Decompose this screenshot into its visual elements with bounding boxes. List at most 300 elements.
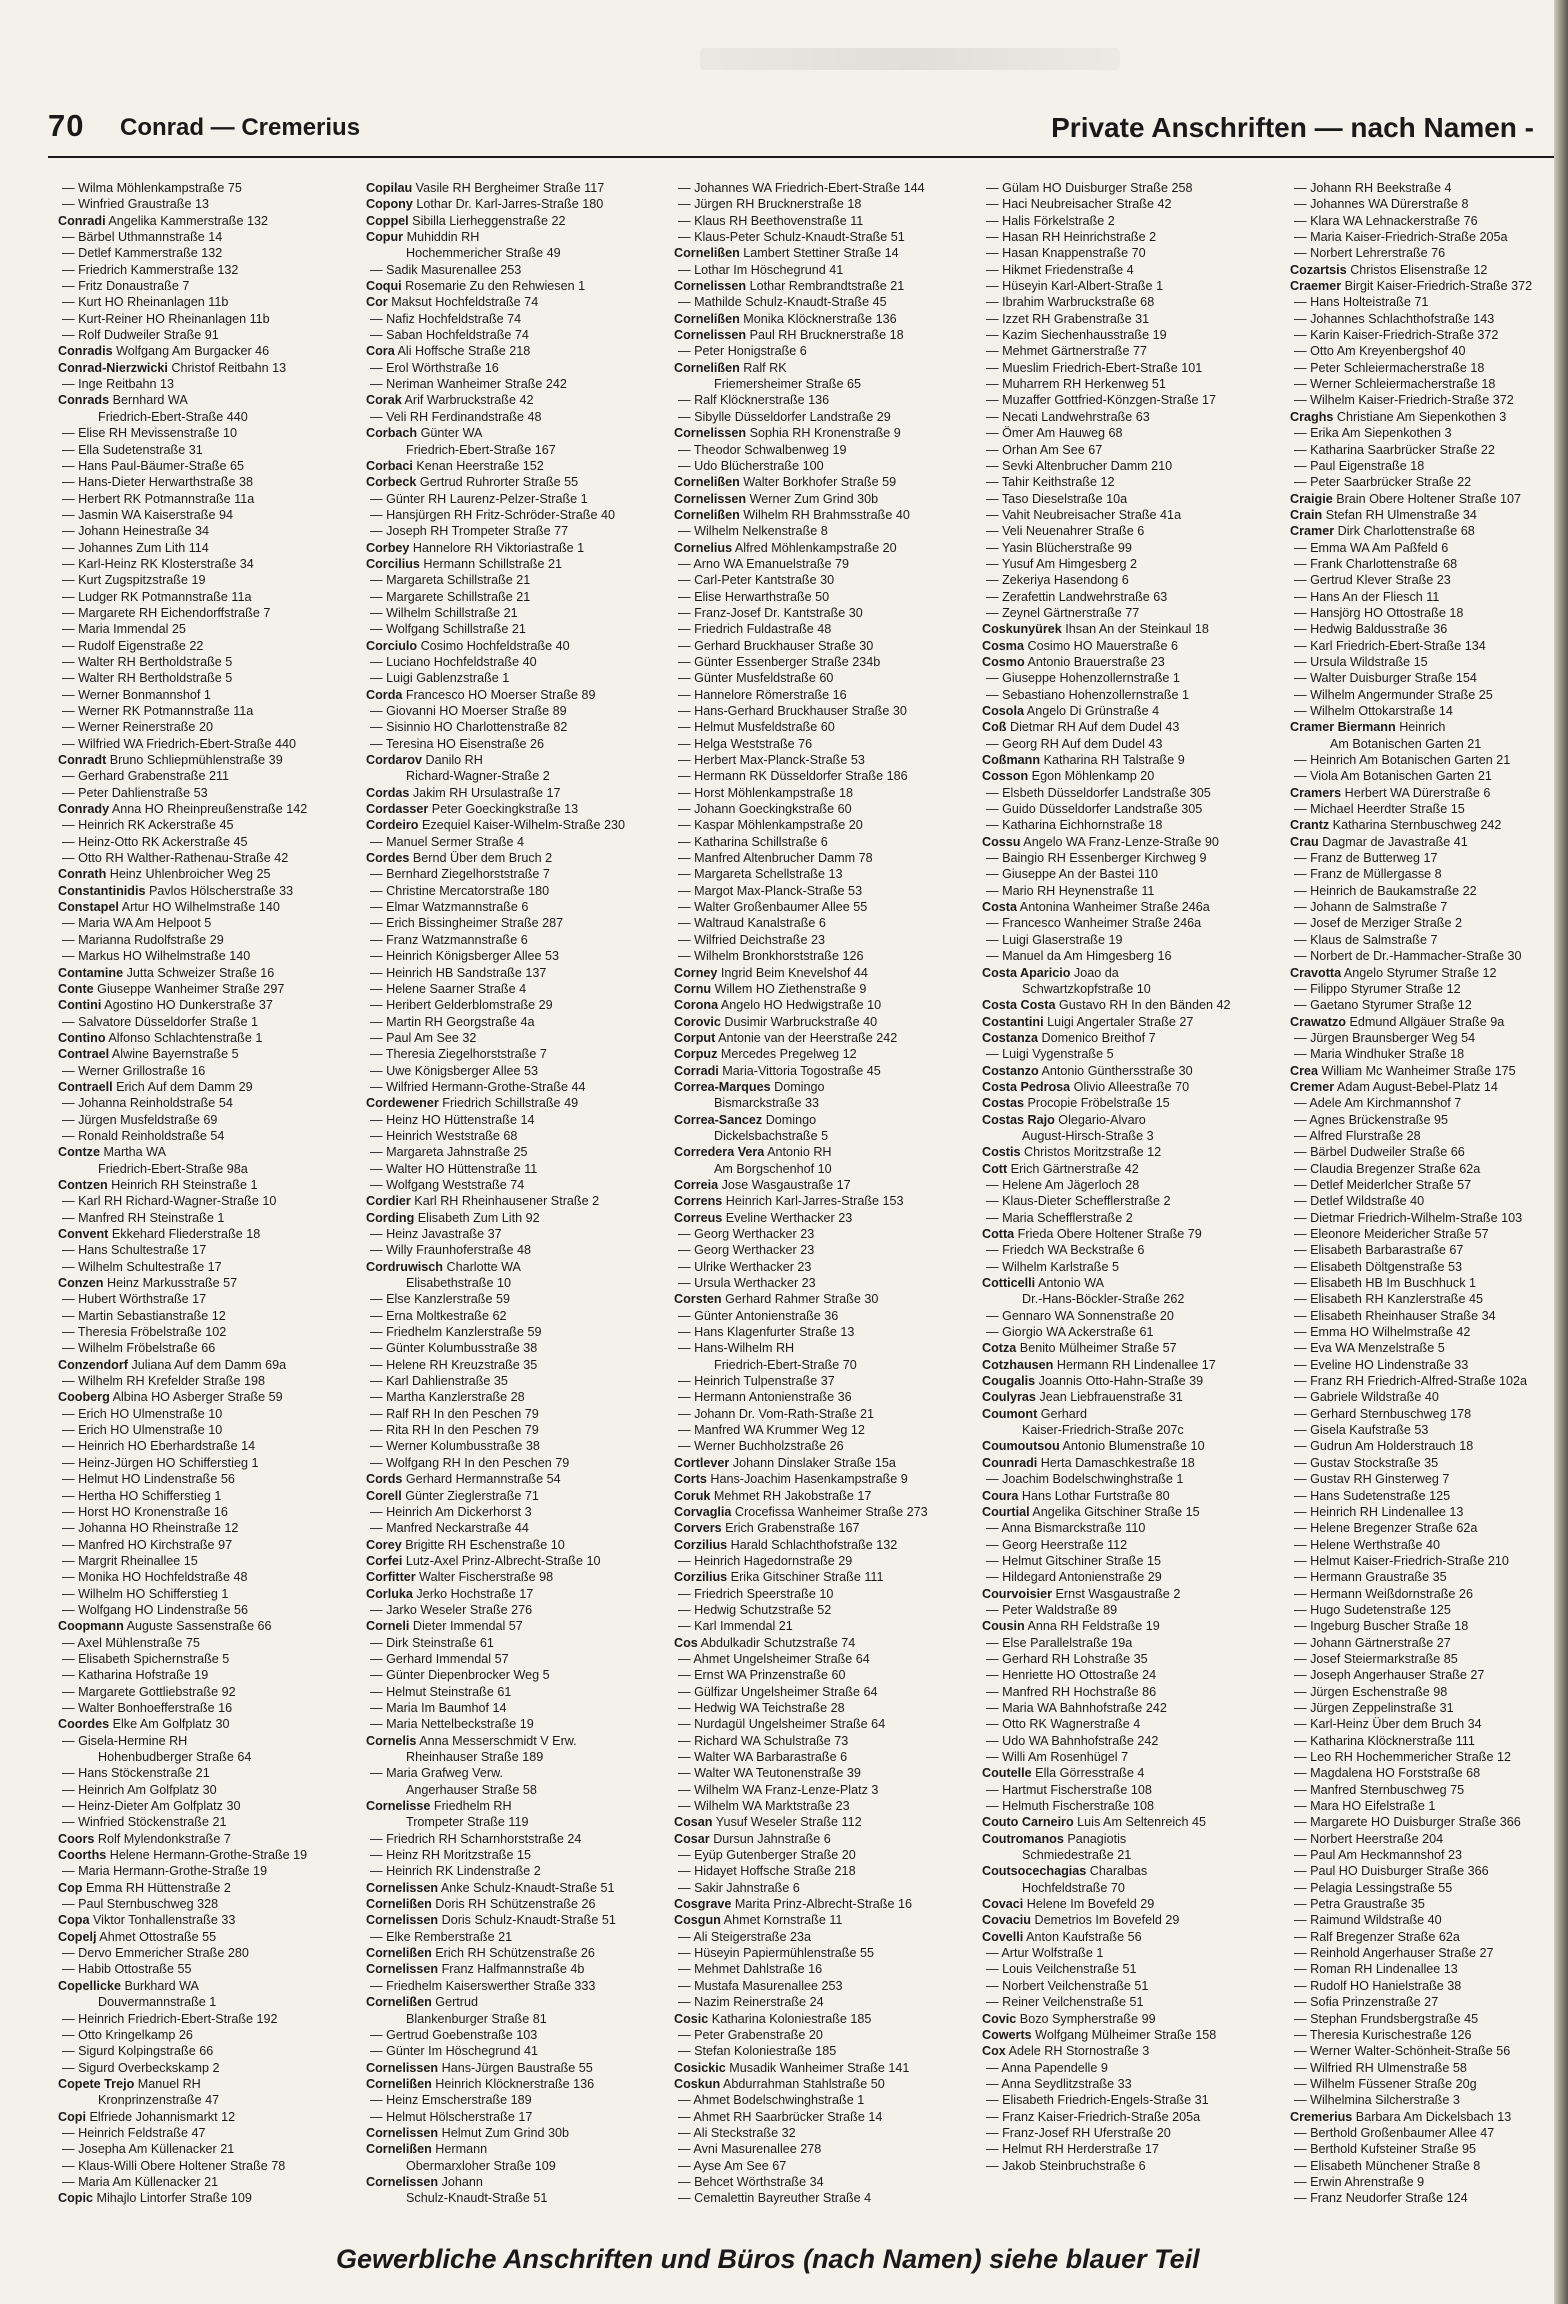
directory-entry: — Inge Reitbahn 13 <box>62 377 175 392</box>
header-rule <box>48 156 1558 158</box>
directory-entry: Conrath Heinz Uhlenbroicher Weg 25 <box>58 867 271 882</box>
directory-entry: — Hertha HO Schifferstieg 1 <box>62 1488 222 1503</box>
directory-entry: — Werner Kolumbusstraße 38 <box>370 1439 540 1454</box>
directory-entry: Cotticelli Antonio WA <box>982 1276 1105 1291</box>
directory-entry: — Otto Kringelkamp 26 <box>62 2027 193 2042</box>
directory-entry: — Ralf Klöcknerstraße 136 <box>678 393 830 408</box>
directory-entry: — Luciano Hochfeldstraße 40 <box>370 654 537 669</box>
directory-entry: Cornelißen Lambert Stettiner Straße 14 <box>674 246 899 261</box>
directory-entry: August-Hirsch-Straße 3 <box>1022 1128 1154 1143</box>
directory-entry: Contze Martha WA <box>58 1145 166 1160</box>
directory-entry: — Luigi Vygenstraße 5 <box>986 1047 1114 1062</box>
directory-entry: Dickelsbachstraße 5 <box>714 1128 829 1143</box>
directory-entry: — Otto Am Kreyenbergshof 40 <box>1294 344 1466 359</box>
directory-entry: — Heinrich Am Golfplatz 30 <box>62 1782 217 1797</box>
directory-entry: — Walter Großenbaumer Allee 55 <box>678 900 868 915</box>
directory-entry: — Gennaro WA Sonnenstraße 20 <box>986 1308 1174 1323</box>
directory-entry: Coppel Sibilla Lierheggenstraße 22 <box>366 213 566 228</box>
directory-entry: Cornelißen Monika Klöcknerstraße 136 <box>674 311 897 326</box>
directory-entry: Cor Maksut Hochfeldstraße 74 <box>366 295 539 310</box>
directory-entry: — Werner Walter-Schönheit-Straße 56 <box>1294 2044 1511 2059</box>
directory-entry: Copilau Vasile RH Bergheimer Straße 117 <box>366 181 605 195</box>
directory-entry: Corsten Gerhard Rahmer Straße 30 <box>674 1292 879 1307</box>
directory-entry: — Katharina Klöcknerstraße 111 <box>1294 1733 1475 1748</box>
directory-entry: — Rita RH In den Peschen 79 <box>370 1423 539 1438</box>
directory-entry: Corradi Maria-Vittoria Togostraße 45 <box>674 1063 881 1078</box>
directory-entry: — Jarko Weseler Straße 276 <box>370 1602 533 1617</box>
directory-entry: — Heinrich de Baukamstraße 22 <box>1294 883 1477 898</box>
directory-entry: — Hans-Wilhelm RH <box>678 1341 795 1356</box>
directory-entry: — Eva WA Menzelstraße 5 <box>1294 1341 1445 1356</box>
directory-entry: — Helmut Gitschiner Straße 15 <box>986 1553 1161 1568</box>
directory-entry: Crantz Katharina Sternbuschweg 242 <box>1290 818 1502 833</box>
directory-entry: Copelj Ahmet Ottostraße 55 <box>58 1929 217 1944</box>
directory-entry: — Werner Reinerstraße 20 <box>62 720 213 735</box>
directory-entry: — Heinrich RK Ackerstraße 45 <box>62 818 234 833</box>
directory-entry: — Gertrud Klever Straße 23 <box>1294 573 1451 588</box>
column-3 <box>674 180 974 2230</box>
directory-entry: — Friedrich RH Scharnhorststraße 24 <box>370 1831 582 1846</box>
directory-entry: — Gertrud Goebenstraße 103 <box>370 2027 538 2042</box>
directory-entry: — Stephan Frundsbergstraße 45 <box>1294 2011 1479 2026</box>
directory-entry: — Mehmet Dahlstraße 16 <box>678 1962 823 1977</box>
directory-entry: — Eyüp Gutenberger Straße 20 <box>678 1848 856 1863</box>
directory-entry: — Habib Ottostraße 55 <box>62 1962 192 1977</box>
directory-entry: — Willy Fraunhoferstraße 48 <box>370 1243 531 1258</box>
directory-entry: — Gustav RH Ginsterweg 7 <box>1294 1472 1450 1487</box>
directory-entry: — Manfred RH Steinstraße 1 <box>62 1210 225 1225</box>
directory-entry: Convent Ekkehard Fliederstraße 18 <box>58 1227 261 1241</box>
directory-entry: — Zeynel Gärtnerstraße 77 <box>986 605 1140 620</box>
directory-entry: — Otto RH Walther-Rathenau-Straße 42 <box>62 851 289 866</box>
directory-entry: Costa Costa Gustavo RH In den Bänden 42 <box>982 998 1231 1013</box>
directory-entry: — Margarete HO Duisburger Straße 366 <box>1294 1815 1521 1830</box>
book-spine-edge <box>1554 0 1568 2304</box>
directory-entry: — Ralf RH In den Peschen 79 <box>370 1406 539 1421</box>
directory-entry: Cornelißen Hermann <box>366 2142 488 2157</box>
directory-entry: — Maria Am Küllenacker 21 <box>62 2174 219 2189</box>
directory-entry: Covelli Anton Kaufstraße 56 <box>982 1929 1142 1944</box>
directory-entry: — Heinrich Am Botanischen Garten 21 <box>1294 753 1511 768</box>
directory-entry: — Walter WA Teutonenstraße 39 <box>678 1766 861 1781</box>
column-2 <box>366 180 666 2230</box>
directory-entry: — Katharina Schillstraße 6 <box>678 834 828 849</box>
directory-entry: Cornelissen Johann <box>366 2174 483 2189</box>
directory-entry: — Maria Im Baumhof 14 <box>370 1700 507 1715</box>
directory-entry: — Elsbeth Düsseldorfer Landstraße 305 <box>986 785 1211 800</box>
directory-entry: Contraell Erich Auf dem Damm 29 <box>58 1079 253 1094</box>
directory-entry: — Heinrich Feldstraße 47 <box>62 2125 206 2140</box>
directory-entry: — Maria Schefflerstraße 2 <box>986 1210 1133 1225</box>
directory-entry: — Mara HO Eifelstraße 1 <box>1294 1799 1436 1814</box>
directory-entry: — Sibylle Düsseldorfer Landstraße 29 <box>678 409 891 424</box>
directory-entry: Schulz-Knaudt-Straße 51 <box>406 2191 548 2206</box>
directory-entry: — Kurt HO Rheinanlagen 11b <box>62 295 229 310</box>
directory-entry: Coruk Mehmet RH Jakobstraße 17 <box>674 1488 872 1503</box>
directory-entry: — Helene Werthstraße 40 <box>1294 1537 1441 1552</box>
directory-entry: — Maria Grafweg Verw. <box>370 1766 503 1781</box>
directory-entry: — Johann Gärtnerstraße 27 <box>1294 1635 1451 1650</box>
directory-entry: — Elisabeth Münchener Straße 8 <box>1294 2158 1481 2173</box>
directory-entry: — Klara WA Lehnackerstraße 76 <box>1294 213 1478 228</box>
directory-entry: — Georg RH Auf dem Dudel 43 <box>986 736 1163 751</box>
directory-entry: — Wilhelm Bronkhorststraße 126 <box>678 949 864 964</box>
directory-entry: — Friedrich Kammerstraße 132 <box>62 262 239 277</box>
directory-entry: — Nafiz Hochfeldstraße 74 <box>370 311 522 326</box>
directory-entry: — Franz de Butterweg 17 <box>1294 851 1438 866</box>
directory-entry: — Giuseppe Hohenzollernstraße 1 <box>986 671 1180 686</box>
directory-entry: — Mario RH Heynenstraße 11 <box>986 883 1155 898</box>
directory-entry: Copi Elfriede Johannismarkt 12 <box>58 2109 236 2124</box>
directory-entry: — Margareta Schellstraße 13 <box>678 867 843 882</box>
directory-entry: Coumont Gerhard <box>982 1406 1087 1421</box>
directory-entry: — Helmut Steinstraße 61 <box>370 1684 512 1699</box>
directory-entry: — Paul Eigenstraße 18 <box>1294 458 1425 473</box>
directory-entry: — Wilma Möhlenkampstraße 75 <box>62 181 242 195</box>
directory-entry: Corbach Günter WA <box>366 426 483 441</box>
directory-entry: — Berthold Kufsteiner Straße 95 <box>1294 2142 1477 2157</box>
directory-entry: — Johanna HO Rheinstraße 12 <box>62 1521 239 1536</box>
directory-entry: Kronprinzenstraße 47 <box>98 2093 220 2108</box>
directory-entry: — Jürgen Zeppelinstraße 31 <box>1294 1700 1454 1715</box>
directory-entry: — Udo WA Bahnhofstraße 242 <box>986 1733 1159 1748</box>
directory-entry: Cremerius Barbara Am Dickelsbach 13 <box>1290 2109 1512 2124</box>
directory-entry: — Hedwig Baldusstraße 36 <box>1294 622 1448 637</box>
directory-entry: — Mehmet Gärtnerstraße 77 <box>986 344 1147 359</box>
directory-entry: — Luigi Gablenzstraße 1 <box>370 671 510 686</box>
directory-entry: — Ibrahim Warbruckstraße 68 <box>986 295 1155 310</box>
directory-entry: Corput Antonie van der Heerstraße 242 <box>674 1030 898 1045</box>
directory-entry: — Anna Bismarckstraße 110 <box>986 1521 1146 1536</box>
directory-entry: Blankenburger Straße 81 <box>406 2011 547 2026</box>
directory-entry: — Elmar Watzmannstraße 6 <box>370 900 529 915</box>
directory-entry: — Arno WA Emanuelstraße 79 <box>678 556 850 571</box>
directory-entry: — Anna Seydlitzstraße 33 <box>986 2076 1132 2091</box>
directory-entry: — Werner Schleiermacherstraße 18 <box>1294 377 1496 392</box>
directory-entry: Cornelissen Franz Halfmannstraße 4b <box>366 1962 585 1977</box>
directory-entry: — Jürgen RH Brucknerstraße 18 <box>678 197 862 212</box>
directory-entry: — Franz RH Friedrich-Alfred-Straße 102a <box>1294 1374 1528 1389</box>
directory-entry: — Ahmet Ungelsheimer Straße 64 <box>678 1651 870 1666</box>
directory-entry: Copur Muhiddin RH <box>366 230 480 245</box>
directory-entry: Cozartsis Christos Elisenstraße 12 <box>1290 262 1488 277</box>
directory-entry: — Erich Bissingheimer Straße 287 <box>370 916 564 931</box>
directory-entry: Coskunyürek Ihsan An der Steinkaul 18 <box>982 622 1209 637</box>
directory-entry: — Ursula Wildstraße 15 <box>1294 654 1428 669</box>
directory-entry: Corzilius Erika Gitschiner Straße 111 <box>674 1570 884 1585</box>
directory-entry: Corfitter Walter Fischerstraße 98 <box>366 1570 554 1585</box>
directory-entry: — Hugo Sudetenstraße 125 <box>1294 1602 1451 1617</box>
directory-entry: — Hermann RK Düsseldorfer Straße 186 <box>678 769 908 784</box>
directory-entry: — Günter Kolumbusstraße 38 <box>370 1341 538 1356</box>
directory-entry: Trompeter Straße 119 <box>406 1815 529 1830</box>
directory-entry: — Josef Steiermarkstraße 85 <box>1294 1651 1458 1666</box>
directory-entry: — Helmut Kaiser-Friedrich-Straße 210 <box>1294 1553 1509 1568</box>
directory-entry: — Margot Max-Planck-Straße 53 <box>678 883 863 898</box>
directory-entry: — Wolfgang Schillstraße 21 <box>370 622 526 637</box>
directory-entry: — Gerhard Grabenstraße 211 <box>62 769 230 784</box>
directory-entry: Contamine Jutta Schweizer Straße 16 <box>58 965 275 980</box>
directory-entry: — Uwe Königsberger Allee 53 <box>370 1063 539 1078</box>
directory-entry: — Martha Kanzlerstraße 28 <box>370 1390 525 1405</box>
directory-entry: — Henriette HO Ottostraße 24 <box>986 1668 1157 1683</box>
directory-entry: Corak Arif Warbruckstraße 42 <box>366 393 534 408</box>
directory-entry: Cremer Adam August-Bebel-Platz 14 <box>1290 1079 1498 1094</box>
directory-entry: — Ulrike Werthacker 23 <box>678 1259 812 1274</box>
directory-entry: — Mustafa Masurenallee 253 <box>678 1978 843 1993</box>
directory-entry: — Wilhelm Schillstraße 21 <box>370 605 518 620</box>
directory-entry: Craghs Christiane Am Siepenkothen 3 <box>1290 409 1507 424</box>
directory-entry: — Franz-Josef Dr. Kantstraße 30 <box>678 605 863 620</box>
directory-entry: — Johann de Salmstraße 7 <box>1294 900 1448 915</box>
directory-entry: Cosola Angelo Di Grünstraße 4 <box>982 704 1160 718</box>
directory-entry: — Halis Förkelstraße 2 <box>986 213 1115 228</box>
directory-entry: Conrady Anna HO Rheinpreußenstraße 142 <box>58 802 308 817</box>
directory-entry: — Vahit Neubreisacher Straße 41a <box>986 507 1182 522</box>
directory-entry: — Franz de Müllergasse 8 <box>1294 867 1442 882</box>
bleed-through-smudge <box>700 48 1120 70</box>
directory-entry: — Gerhard Sternbuschweg 178 <box>1294 1406 1472 1421</box>
directory-entry: — Hans Stöckenstraße 21 <box>62 1766 210 1781</box>
directory-entry: — Peter Waldstraße 89 <box>986 1602 1118 1617</box>
directory-entry: — Viola Am Botanischen Garten 21 <box>1294 769 1492 784</box>
directory-entry: — Hans-Gerhard Bruckhauser Straße 30 <box>678 704 907 718</box>
directory-entry: Costanzo Antonio Günthersstraße 30 <box>982 1063 1193 1078</box>
directory-entry: — Zerafettin Landwehrstraße 63 <box>986 589 1168 604</box>
directory-entry: — Anna Papendelle 9 <box>986 2060 1108 2075</box>
directory-entry: — Wilhelm Angermunder Straße 25 <box>1294 687 1493 702</box>
directory-entry: — Günter Musfeldstraße 60 <box>678 671 834 686</box>
directory-entry: — Hidayet Hoffsche Straße 218 <box>678 1864 856 1879</box>
directory-entry: — Jürgen Braunsberger Weg 54 <box>1294 1030 1476 1045</box>
directory-entry: — Wilhelm Karlstraße 5 <box>986 1259 1119 1274</box>
directory-entry: — Carl-Peter Kantstraße 30 <box>678 573 835 588</box>
directory-entry: — Raimund Wildstraße 40 <box>1294 1913 1442 1928</box>
directory-entry: Crea William Mc Wanheimer Straße 175 <box>1290 1063 1516 1078</box>
directory-entry: — Roman RH Lindenallee 13 <box>1294 1962 1458 1977</box>
directory-entry: Dr.-Hans-Böckler-Straße 262 <box>1022 1292 1185 1307</box>
directory-entry: — Gisela Kaufstraße 53 <box>1294 1423 1429 1438</box>
directory-entry: — Magdalena HO Forststraße 68 <box>1294 1766 1481 1781</box>
directory-entry: — Elisabeth Rheinhauser Straße 34 <box>1294 1308 1496 1323</box>
directory-entry: — Peter Schleiermacherstraße 18 <box>1294 360 1485 375</box>
directory-entry: Courvoisier Ernst Wasgaustraße 2 <box>982 1586 1181 1601</box>
directory-entry: Schwartzkopfstraße 10 <box>1022 981 1151 996</box>
directory-entry: — Theodor Schwalbenweg 19 <box>678 442 847 457</box>
directory-entry: — Günter Diepenbrocker Weg 5 <box>370 1668 550 1683</box>
directory-entry: — Haci Neubreisacher Straße 42 <box>986 197 1172 212</box>
directory-entry: Cosickic Musadik Wanheimer Straße 141 <box>674 2060 910 2075</box>
directory-entry: — Karl-Heinz RK Klosterstraße 34 <box>62 556 254 571</box>
directory-entry: — Heinz-Otto RK Ackerstraße 45 <box>62 834 248 849</box>
directory-entry: — Norbert Veilchenstraße 51 <box>986 1978 1149 1993</box>
directory-entry: — Elise Herwarthstraße 50 <box>678 589 830 604</box>
directory-entry: — Karl Immendal 21 <box>678 1619 793 1634</box>
directory-entry: Conradt Bruno Schliepmühlenstraße 39 <box>58 753 283 768</box>
directory-entry: Costas Rajo Olegario-Alvaro <box>982 1112 1146 1127</box>
directory-entry: Cordeiro Ezequiel Kaiser-Wilhelm-Straße 230 <box>366 818 625 833</box>
directory-entry: — Wilhelm Schultestraße 17 <box>62 1259 222 1274</box>
directory-entry: — Heinrich HO Eberhardstraße 14 <box>62 1439 256 1454</box>
directory-entry: Corredera Vera Antonio RH <box>674 1145 832 1160</box>
directory-entry: Costa Aparicio Joao da <box>982 965 1119 980</box>
directory-entry: — Heinz-Jürgen HO Schifferstieg 1 <box>62 1455 259 1470</box>
directory-entry: — Ahmet Bodelschwinghstraße 1 <box>678 2093 865 2108</box>
directory-entry: — Heinrich Hagedornstraße 29 <box>678 1553 853 1568</box>
directory-entry: Cravotta Angelo Styrumer Straße 12 <box>1290 965 1497 980</box>
directory-entry: — Herbert RK Potmannstraße 11a <box>62 491 255 506</box>
directory-entry: Copa Viktor Tonhallenstraße 33 <box>58 1913 236 1928</box>
directory-entry: — Yusuf Am Himgesberg 2 <box>986 556 1137 571</box>
directory-entry: Correus Eveline Werthacker 23 <box>674 1210 853 1225</box>
directory-entry: — Mueslim Friedrich-Ebert-Straße 101 <box>986 360 1203 375</box>
directory-entry: — Ali Steckstraße 32 <box>678 2125 796 2140</box>
directory-entry: — Margarete Gottliebstraße 92 <box>62 1684 236 1699</box>
directory-entry: — Elisabeth HB Im Buschhuck 1 <box>1294 1276 1476 1291</box>
directory-entry: Coqui Rosemarie Zu den Rehwiesen 1 <box>366 279 586 294</box>
directory-entry: Cooberg Albina HO Asberger Straße 59 <box>58 1390 283 1405</box>
directory-entry: Cornelissen Helmut Zum Grind 30b <box>366 2125 569 2140</box>
directory-entry: Cornelißen Erich RH Schützenstraße 26 <box>366 1946 595 1961</box>
directory-entry: — Wilhelm Nelkenstraße 8 <box>678 524 828 539</box>
directory-entry: — Hannelore Römerstraße 16 <box>678 687 847 702</box>
directory-entry: — Horst Möhlenkampstraße 18 <box>678 785 853 800</box>
directory-entry: — Elisabeth Spichernstraße 5 <box>62 1651 230 1666</box>
directory-entry: — Katharina Hofstraße 19 <box>62 1668 209 1683</box>
directory-entry: Cornu Willem HO Ziethenstraße 9 <box>674 981 867 996</box>
directory-entry: — Dervo Emmericher Straße 280 <box>62 1946 249 1961</box>
directory-entry: Cox Adele RH Stornostraße 3 <box>982 2044 1150 2059</box>
directory-entry: Cornelißen Doris RH Schützenstraße 26 <box>366 1897 596 1912</box>
directory-entry: Copellicke Burkhard WA <box>58 1978 199 1993</box>
directory-entry: — Michael Heerdter Straße 15 <box>1294 802 1465 817</box>
directory-entry: — Filippo Styrumer Straße 12 <box>1294 981 1461 996</box>
directory-entry: Cora Ali Hoffsche Straße 218 <box>366 344 531 359</box>
directory-entry: — Rudolf HO Hanielstraße 38 <box>1294 1978 1462 1993</box>
column-4 <box>982 180 1282 2230</box>
directory-entry: — Kurt Zugspitzstraße 19 <box>62 573 206 588</box>
page-number: 70 <box>48 108 85 143</box>
directory-entry: Cornelißen Walter Borkhofer Straße 59 <box>674 475 897 490</box>
directory-entry: Costas Procopie Fröbelstraße 15 <box>982 1096 1170 1111</box>
directory-entry: Counradi Herta Damaschkestraße 18 <box>982 1455 1195 1470</box>
directory-entry: Cords Gerhard Hermannstraße 54 <box>366 1472 561 1487</box>
directory-entry: — Erol Wörthstraße 16 <box>370 360 499 375</box>
directory-entry: — Georg Heerstraße 112 <box>986 1537 1128 1552</box>
directory-entry: Cougalis Joannis Otto-Hahn-Straße 39 <box>982 1374 1204 1389</box>
directory-entry: — Theresia Ziegelhorststraße 7 <box>370 1047 547 1062</box>
directory-entry: — Wilhelm Ottokarstraße 14 <box>1294 704 1453 718</box>
directory-entry: Cosgrave Marita Prinz-Albrecht-Straße 16 <box>674 1897 912 1912</box>
directory-entry: Friedrich-Ebert-Straße 440 <box>98 409 248 424</box>
directory-entry: Coura Hans Lothar Furtstraße 80 <box>982 1488 1170 1503</box>
directory-entry: Conzendorf Juliana Auf dem Damm 69a <box>58 1357 287 1372</box>
directory-entry: — Margareta Schillstraße 21 <box>370 573 531 588</box>
directory-entry: — Wolfgang RH In den Peschen 79 <box>370 1455 570 1470</box>
directory-entry: Cos Abdulkadir Schutzstraße 74 <box>674 1635 856 1650</box>
directory-entry: Coutelle Ella Görresstraße 4 <box>982 1766 1145 1781</box>
directory-entry: — Manuel Sermer Straße 4 <box>370 834 524 849</box>
directory-entry: — Josepha Am Küllenacker 21 <box>62 2142 235 2157</box>
directory-entry: — Sakir Jahnstraße 6 <box>678 1880 800 1895</box>
directory-entry: Hochfeldstraße 70 <box>1022 1880 1125 1895</box>
directory-entry: — Margrit Rheinallee 15 <box>62 1553 198 1568</box>
directory-entry: — Klaus-Dieter Schefflerstraße 2 <box>986 1194 1171 1209</box>
directory-entry: Cornelißen Wilhelm RH Brahmsstraße 40 <box>674 507 910 522</box>
directory-entry: — Paul Am Heckmannshof 23 <box>1294 1848 1462 1863</box>
directory-entry: — Rudolf Eigenstraße 22 <box>62 638 204 653</box>
directory-entry: — Ludger RK Potmannstraße 11a <box>62 589 252 604</box>
directory-entry: — Eveline HO Lindenstraße 33 <box>1294 1357 1469 1372</box>
directory-entry: — Hüseyin Papiermühlenstraße 55 <box>678 1946 874 1961</box>
directory-entry: Coskun Abdurrahman Stahlstraße 50 <box>674 2076 885 2091</box>
directory-entry: — Maria WA Am Helpoot 5 <box>62 916 212 931</box>
directory-entry: Cornelis Anna Messerschmidt V Erw. <box>366 1733 577 1748</box>
directory-entry: — Heinrich Tulpenstraße 37 <box>678 1374 835 1389</box>
directory-entry: — Wolfgang Weststraße 74 <box>370 1177 525 1192</box>
directory-entry: — Wilfried WA Friedrich-Ebert-Straße 440 <box>62 736 296 751</box>
directory-entry: Cosic Katharina Koloniestraße 185 <box>674 2011 872 2026</box>
directory-entry: — Norbert de Dr.-Hammacher-Straße 30 <box>1294 949 1522 964</box>
directory-entry: — Winfried Graustraße 13 <box>62 197 209 212</box>
directory-entry: — Klaus-Peter Schulz-Knaudt-Straße 51 <box>678 230 905 245</box>
directory-entry: Cornelissen Hans-Jürgen Baustraße 55 <box>366 2060 593 2075</box>
directory-entry: — Margarete Schillstraße 21 <box>370 589 531 604</box>
directory-entry: Copony Lothar Dr. Karl-Jarres-Straße 180 <box>366 197 604 212</box>
directory-entry: — Heinz HO Hüttenstraße 14 <box>370 1112 535 1127</box>
directory-entry: — Hedwig Schutzstraße 52 <box>678 1602 832 1617</box>
directory-entry: Constapel Artur HO Wilhelmstraße 140 <box>58 900 280 915</box>
directory-entry: — Veli Neuenahrer Straße 6 <box>986 524 1145 539</box>
directory-entry: — Helmut Hölscherstraße 17 <box>370 2109 533 2124</box>
directory-entry: Contini Agostino HO Dunkerstraße 37 <box>58 998 273 1013</box>
directory-entry: — Hans Schultestraße 17 <box>62 1243 207 1258</box>
directory-entry: — Adele Am Kirchmannshof 7 <box>1294 1096 1462 1111</box>
directory-entry: Coordes Elke Am Golfplatz 30 <box>58 1717 230 1732</box>
directory-entry: — Gabriele Wildstraße 40 <box>1294 1390 1439 1405</box>
directory-entry: — Hikmet Friedenstraße 4 <box>986 262 1134 277</box>
directory-entry: — Heinrich Am Dickerhorst 3 <box>370 1504 532 1519</box>
directory-entry: — Franz Neudorfer Straße 124 <box>1294 2191 1468 2206</box>
directory-entry: — Mathilde Schulz-Knaudt-Straße 45 <box>678 295 887 310</box>
directory-entry: — Sevki Altenbrucher Damm 210 <box>986 458 1173 473</box>
directory-entry: Craigie Brain Obere Holtener Straße 107 <box>1290 491 1522 506</box>
directory-entry: — Gerhard Bruckhauser Straße 30 <box>678 638 874 653</box>
directory-entry: — Willi Am Rosenhügel 7 <box>986 1750 1129 1764</box>
directory-entry: Friedrich-Ebert-Straße 167 <box>406 442 556 457</box>
directory-entry: — Johannes Zum Lith 114 <box>62 540 209 555</box>
directory-entry: — Maria Windhuker Straße 18 <box>1294 1047 1465 1062</box>
directory-entry: — Muharrem RH Herkenweg 51 <box>986 377 1166 392</box>
directory-entry: — Claudia Bregenzer Straße 62a <box>1294 1161 1481 1176</box>
directory-entry: Friemersheimer Straße 65 <box>714 377 861 392</box>
directory-entry: — Friedhelm Kaiserswerther Straße 333 <box>370 1978 596 1993</box>
directory-entry: — Hartmut Fischerstraße 108 <box>986 1782 1152 1797</box>
directory-entry: Elisabethstraße 10 <box>406 1276 512 1291</box>
directory-entry: — Friedch WA Beckstraße 6 <box>986 1243 1145 1258</box>
directory-entry: — Klaus-Willi Obere Holtener Straße 78 <box>62 2158 286 2173</box>
directory-entry: — Joseph RH Trompeter Straße 77 <box>370 524 569 539</box>
directory-entry: — Muzaffer Gottfried-Könzgen-Straße 17 <box>986 393 1217 408</box>
directory-entry: — Gaetano Styrumer Straße 12 <box>1294 998 1472 1013</box>
directory-entry: — Wolfgang HO Lindenstraße 56 <box>62 1602 248 1617</box>
directory-entry: — Walter Bonhoefferstraße 16 <box>62 1700 233 1715</box>
directory-entry: Cornelißen Gertrud <box>366 1995 478 2010</box>
directory-entry: — Helene Am Jägerloch 28 <box>986 1177 1140 1192</box>
directory-entry: — Walter RH Bertholdstraße 5 <box>62 654 233 669</box>
directory-entry: Coorths Helene Hermann-Grothe-Straße 19 <box>58 1848 308 1863</box>
directory-entry: — Horst HO Kronenstraße 16 <box>62 1504 228 1519</box>
